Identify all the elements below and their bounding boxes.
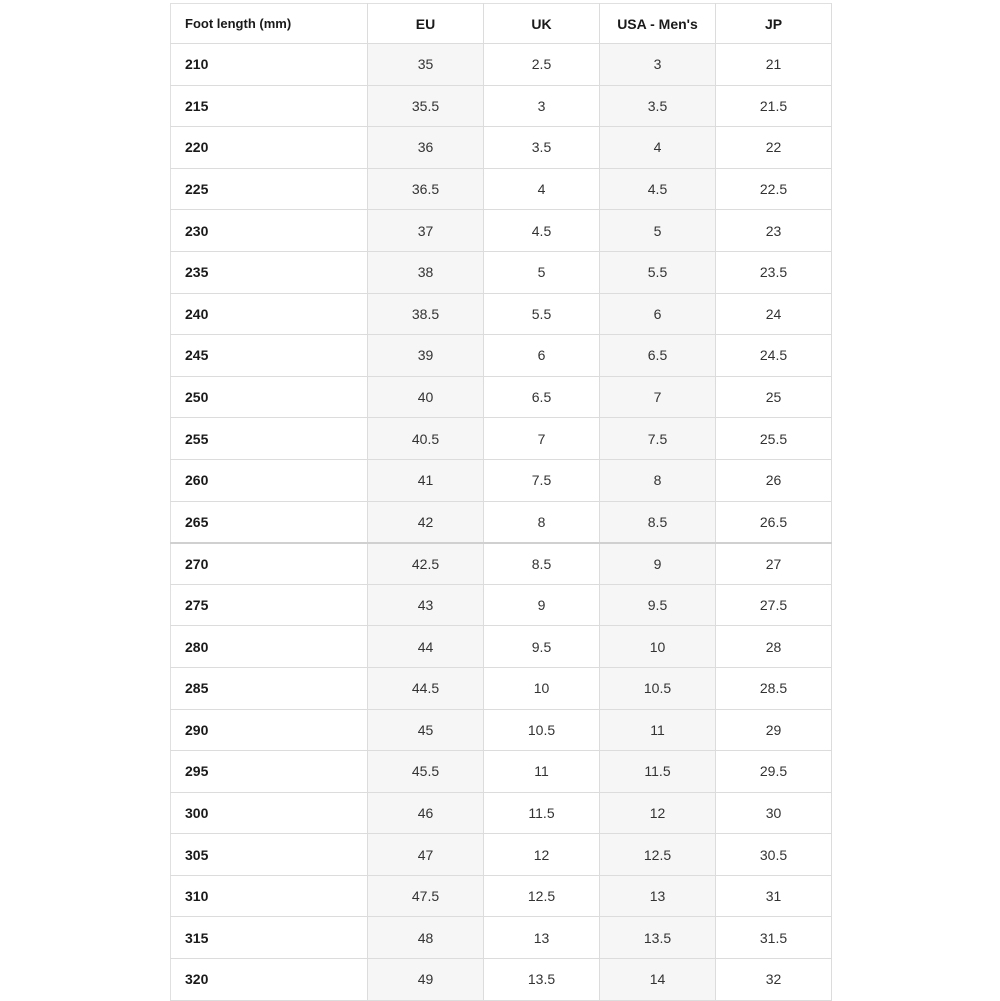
cell-uk: 13.5 xyxy=(484,959,600,1001)
cell-eu: 41 xyxy=(368,459,484,501)
cell-eu: 37 xyxy=(368,210,484,252)
cell-jp: 22.5 xyxy=(716,168,832,210)
cell-foot-length: 230 xyxy=(171,210,368,252)
cell-jp: 28.5 xyxy=(716,667,832,709)
cell-usa-men: 11.5 xyxy=(600,751,716,793)
cell-foot-length: 320 xyxy=(171,959,368,1001)
table-row xyxy=(171,251,832,293)
cell-foot-length: 295 xyxy=(171,751,368,793)
cell-foot-length: 290 xyxy=(171,709,368,751)
cell-foot-length: 305 xyxy=(171,834,368,876)
cell-jp: 31.5 xyxy=(716,917,832,959)
table-row xyxy=(171,210,832,252)
cell-uk: 6.5 xyxy=(484,376,600,418)
table-row xyxy=(171,626,832,668)
cell-eu: 40.5 xyxy=(368,418,484,460)
cell-foot-length: 220 xyxy=(171,127,368,169)
cell-usa-men: 5 xyxy=(600,210,716,252)
table-row xyxy=(171,667,832,709)
table-header xyxy=(171,4,832,44)
cell-eu: 43 xyxy=(368,584,484,626)
cell-usa-men: 9.5 xyxy=(600,584,716,626)
cell-eu: 47 xyxy=(368,834,484,876)
cell-eu: 39 xyxy=(368,335,484,377)
table-row xyxy=(171,751,832,793)
cell-jp: 25.5 xyxy=(716,418,832,460)
cell-uk: 9 xyxy=(484,584,600,626)
cell-eu: 47.5 xyxy=(368,875,484,917)
table-row xyxy=(171,875,832,917)
cell-foot-length: 245 xyxy=(171,335,368,377)
cell-usa-men: 6 xyxy=(600,293,716,335)
cell-jp: 22 xyxy=(716,127,832,169)
cell-uk: 4 xyxy=(484,168,600,210)
cell-jp: 21 xyxy=(716,44,832,86)
cell-usa-men: 14 xyxy=(600,959,716,1001)
cell-jp: 29 xyxy=(716,709,832,751)
cell-foot-length: 240 xyxy=(171,293,368,335)
cell-jp: 32 xyxy=(716,959,832,1001)
cell-eu: 49 xyxy=(368,959,484,1001)
table-row xyxy=(171,834,832,876)
cell-usa-men: 12 xyxy=(600,792,716,834)
cell-usa-men: 3 xyxy=(600,44,716,86)
cell-usa-men: 8.5 xyxy=(600,501,716,543)
cell-uk: 11 xyxy=(484,751,600,793)
cell-eu: 42 xyxy=(368,501,484,543)
header-jp: JP xyxy=(716,4,832,44)
table-row xyxy=(171,335,832,377)
cell-jp: 21.5 xyxy=(716,85,832,127)
cell-uk: 8 xyxy=(484,501,600,543)
cell-usa-men: 11 xyxy=(600,709,716,751)
cell-uk: 6 xyxy=(484,335,600,377)
table-row xyxy=(171,584,832,626)
cell-eu: 36.5 xyxy=(368,168,484,210)
cell-uk: 12 xyxy=(484,834,600,876)
cell-jp: 26 xyxy=(716,459,832,501)
cell-eu: 48 xyxy=(368,917,484,959)
cell-foot-length: 250 xyxy=(171,376,368,418)
table-row xyxy=(171,168,832,210)
cell-foot-length: 215 xyxy=(171,85,368,127)
cell-usa-men: 7.5 xyxy=(600,418,716,460)
cell-usa-men: 10 xyxy=(600,626,716,668)
cell-eu: 35.5 xyxy=(368,85,484,127)
cell-uk: 5.5 xyxy=(484,293,600,335)
cell-jp: 29.5 xyxy=(716,751,832,793)
cell-jp: 24 xyxy=(716,293,832,335)
cell-usa-men: 9 xyxy=(600,543,716,585)
cell-foot-length: 210 xyxy=(171,44,368,86)
cell-foot-length: 285 xyxy=(171,667,368,709)
table-row xyxy=(171,85,832,127)
table-row xyxy=(171,293,832,335)
table-row xyxy=(171,418,832,460)
header-uk: UK xyxy=(484,4,600,44)
cell-usa-men: 4.5 xyxy=(600,168,716,210)
table-row xyxy=(171,501,832,543)
cell-foot-length: 300 xyxy=(171,792,368,834)
cell-uk: 9.5 xyxy=(484,626,600,668)
cell-eu: 36 xyxy=(368,127,484,169)
cell-foot-length: 270 xyxy=(171,543,368,585)
header-eu: EU xyxy=(368,4,484,44)
header-foot-length: Foot length (mm) xyxy=(171,4,368,44)
cell-foot-length: 265 xyxy=(171,501,368,543)
cell-jp: 25 xyxy=(716,376,832,418)
table-row xyxy=(171,127,832,169)
cell-uk: 12.5 xyxy=(484,875,600,917)
cell-uk: 3.5 xyxy=(484,127,600,169)
cell-eu: 44.5 xyxy=(368,667,484,709)
cell-jp: 31 xyxy=(716,875,832,917)
cell-jp: 23 xyxy=(716,210,832,252)
cell-uk: 10.5 xyxy=(484,709,600,751)
cell-jp: 26.5 xyxy=(716,501,832,543)
cell-usa-men: 5.5 xyxy=(600,251,716,293)
cell-uk: 3 xyxy=(484,85,600,127)
cell-uk: 13 xyxy=(484,917,600,959)
cell-foot-length: 280 xyxy=(171,626,368,668)
cell-usa-men: 12.5 xyxy=(600,834,716,876)
cell-eu: 38.5 xyxy=(368,293,484,335)
cell-eu: 38 xyxy=(368,251,484,293)
cell-usa-men: 6.5 xyxy=(600,335,716,377)
cell-uk: 2.5 xyxy=(484,44,600,86)
cell-foot-length: 235 xyxy=(171,251,368,293)
table-row xyxy=(171,959,832,1001)
cell-uk: 11.5 xyxy=(484,792,600,834)
cell-eu: 46 xyxy=(368,792,484,834)
cell-usa-men: 4 xyxy=(600,127,716,169)
table-row xyxy=(171,792,832,834)
cell-foot-length: 260 xyxy=(171,459,368,501)
table-body xyxy=(171,44,832,1001)
cell-uk: 10 xyxy=(484,667,600,709)
size-chart-table xyxy=(170,3,832,1001)
cell-jp: 30.5 xyxy=(716,834,832,876)
table-row xyxy=(171,44,832,86)
header-row xyxy=(171,4,832,44)
cell-uk: 8.5 xyxy=(484,543,600,585)
cell-usa-men: 7 xyxy=(600,376,716,418)
cell-jp: 23.5 xyxy=(716,251,832,293)
cell-usa-men: 13.5 xyxy=(600,917,716,959)
cell-usa-men: 8 xyxy=(600,459,716,501)
cell-eu: 42.5 xyxy=(368,543,484,585)
cell-eu: 45.5 xyxy=(368,751,484,793)
cell-foot-length: 225 xyxy=(171,168,368,210)
cell-jp: 24.5 xyxy=(716,335,832,377)
cell-eu: 44 xyxy=(368,626,484,668)
cell-uk: 7.5 xyxy=(484,459,600,501)
table-row xyxy=(171,709,832,751)
cell-jp: 30 xyxy=(716,792,832,834)
header-usa-men: USA - Men's xyxy=(600,4,716,44)
cell-eu: 35 xyxy=(368,44,484,86)
cell-jp: 27.5 xyxy=(716,584,832,626)
cell-foot-length: 310 xyxy=(171,875,368,917)
cell-uk: 4.5 xyxy=(484,210,600,252)
cell-foot-length: 275 xyxy=(171,584,368,626)
table-row xyxy=(171,543,832,585)
cell-uk: 7 xyxy=(484,418,600,460)
cell-eu: 45 xyxy=(368,709,484,751)
cell-eu: 40 xyxy=(368,376,484,418)
cell-usa-men: 3.5 xyxy=(600,85,716,127)
table-row xyxy=(171,459,832,501)
table-row xyxy=(171,917,832,959)
table-row xyxy=(171,376,832,418)
cell-foot-length: 255 xyxy=(171,418,368,460)
cell-usa-men: 13 xyxy=(600,875,716,917)
cell-jp: 28 xyxy=(716,626,832,668)
cell-usa-men: 10.5 xyxy=(600,667,716,709)
cell-uk: 5 xyxy=(484,251,600,293)
cell-jp: 27 xyxy=(716,543,832,585)
cell-foot-length: 315 xyxy=(171,917,368,959)
